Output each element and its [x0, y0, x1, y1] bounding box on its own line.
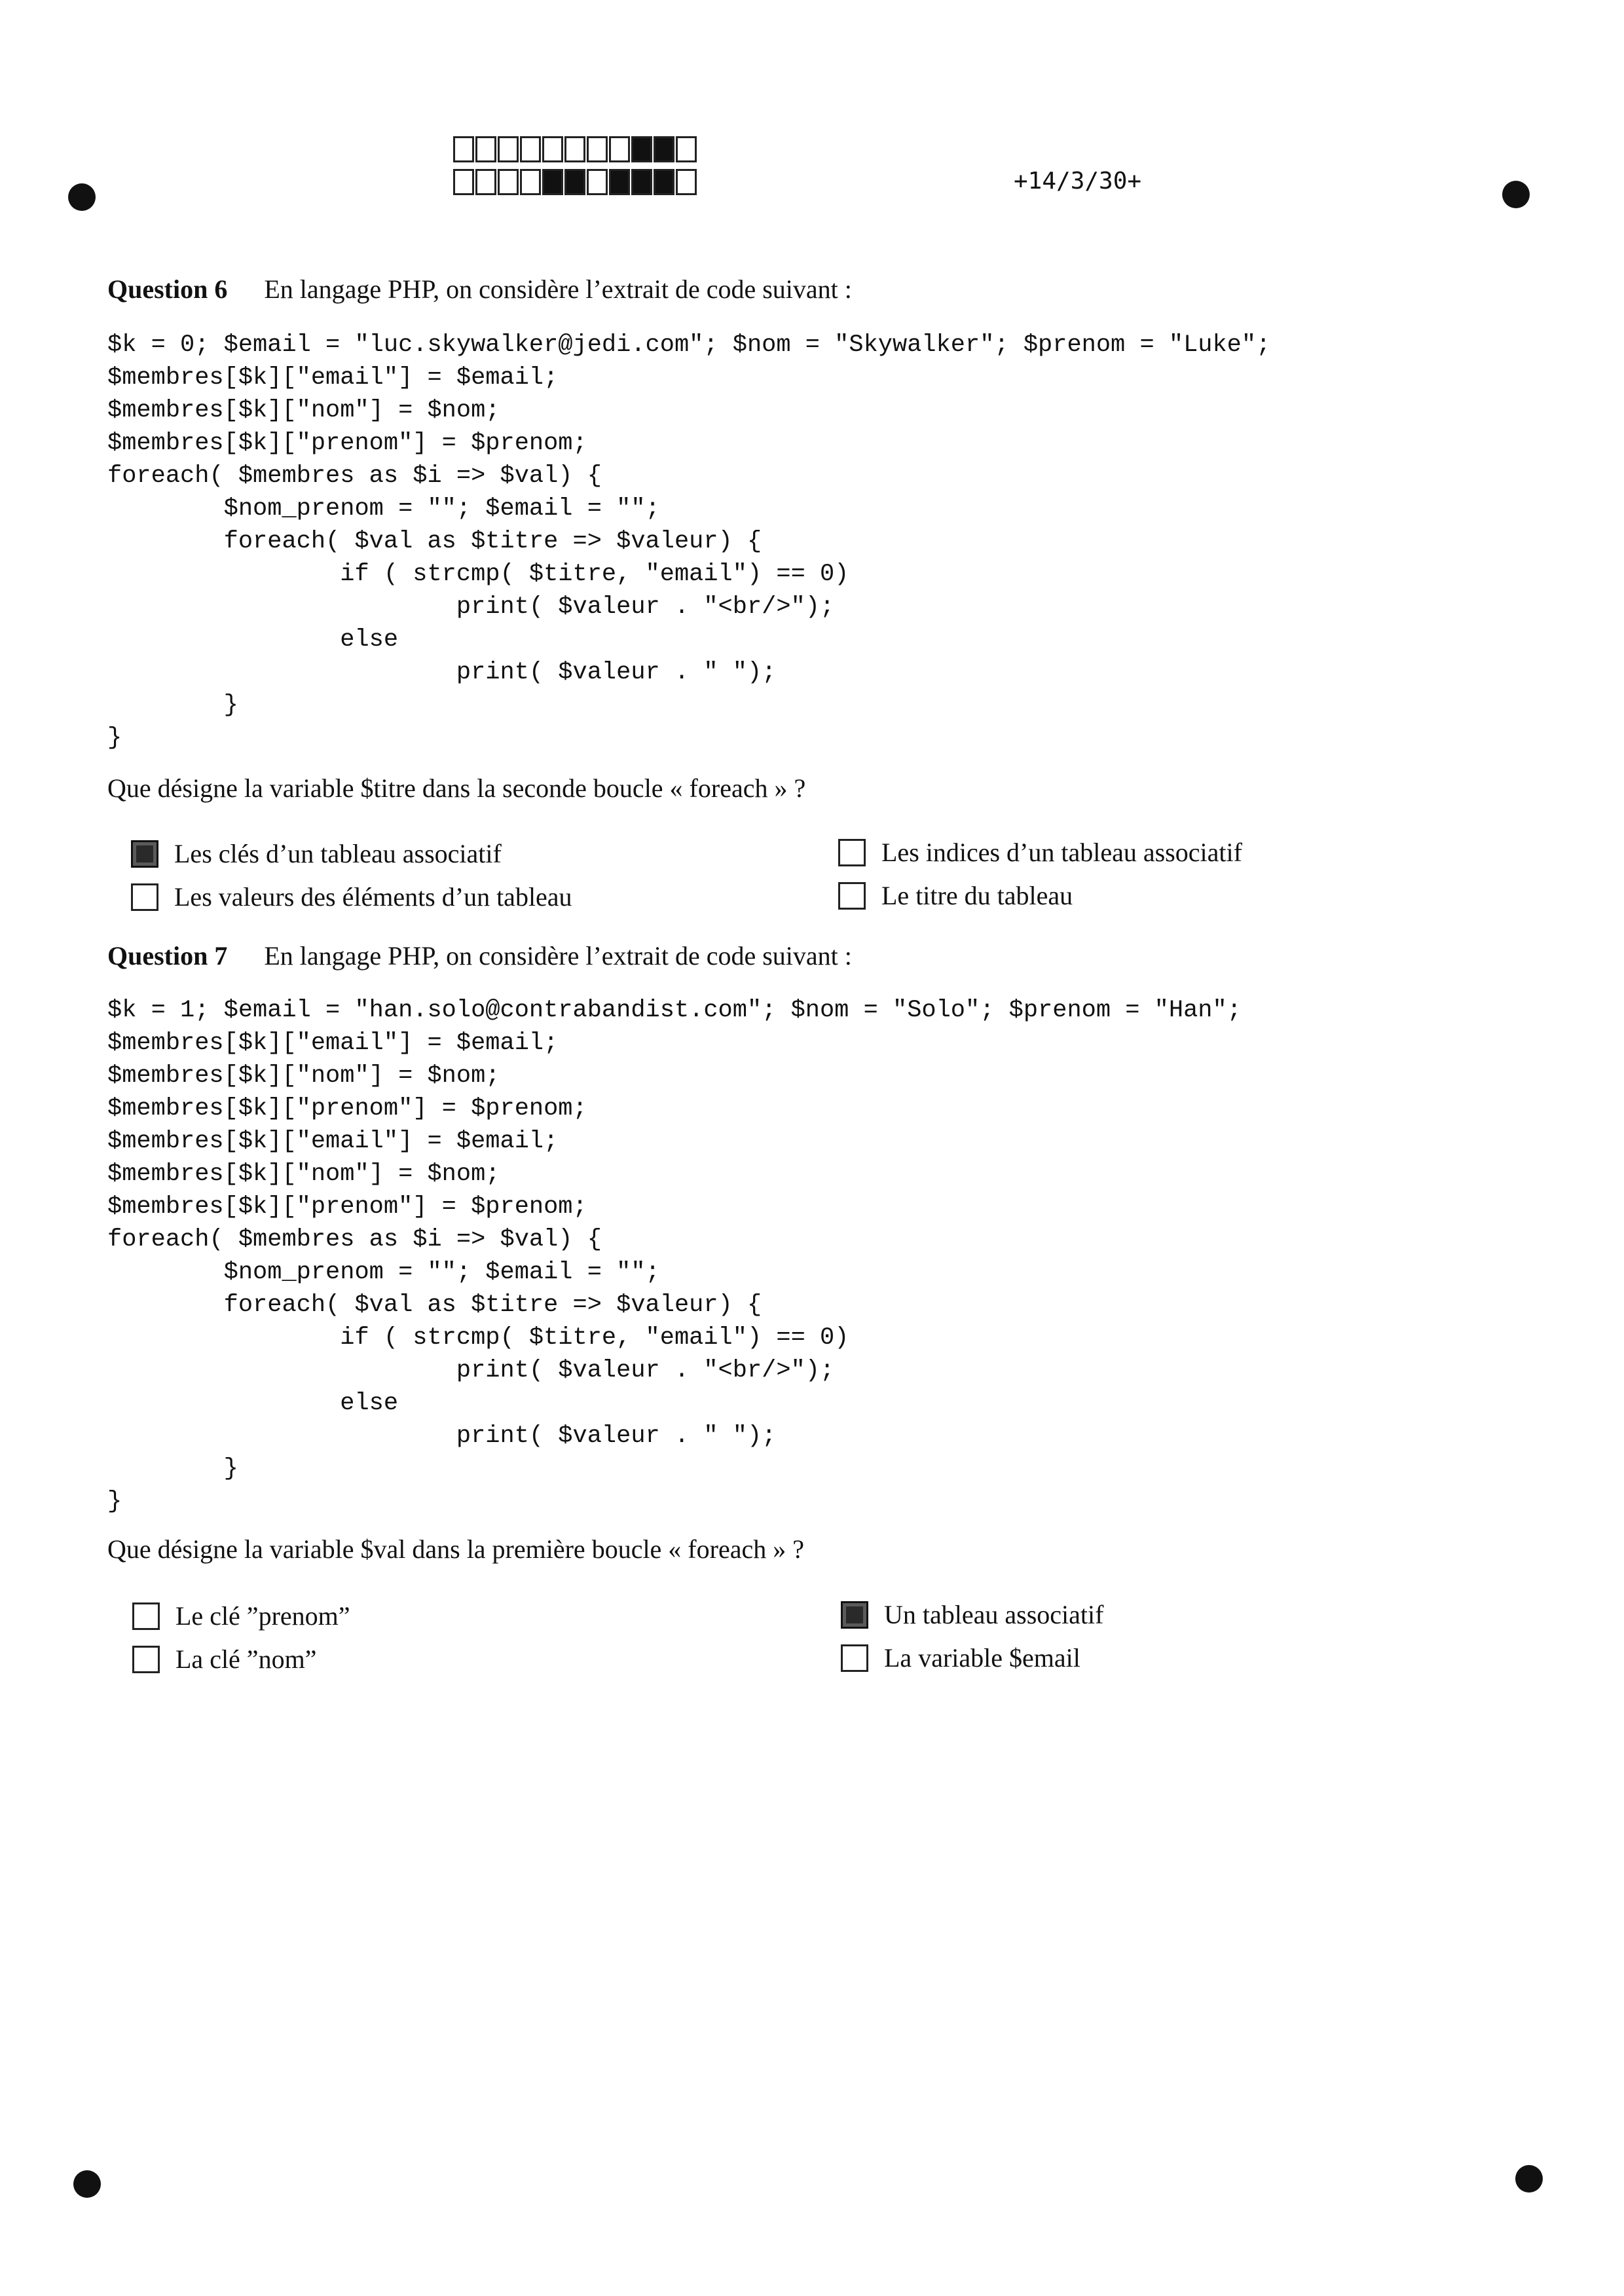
barcode-cell — [564, 169, 585, 195]
barcode-cell — [520, 136, 541, 162]
question-6-choice-1[interactable] — [131, 838, 502, 869]
answer-checkbox[interactable] — [838, 839, 866, 866]
question-label: Question 7 — [107, 941, 228, 971]
barcode-cell — [587, 136, 608, 162]
barcode-cell — [542, 169, 563, 195]
code-line: else — [107, 626, 399, 654]
question-7-prompt: Que désigne la variable $val dans la première boucle « foreach » ? — [107, 1534, 804, 1564]
code-line: print( $valeur . " "); — [107, 1422, 777, 1450]
barcode-cell — [453, 136, 474, 162]
choice-label: Les clés d’un tableau associatif — [174, 839, 502, 868]
question-7-choice-3[interactable] — [132, 1644, 316, 1675]
code-line: } — [107, 1455, 238, 1483]
answer-checkbox[interactable] — [131, 840, 158, 868]
choice-label: Un tableau associatif — [884, 1600, 1104, 1629]
barcode-cell — [587, 169, 608, 195]
question-7-heading — [107, 940, 852, 971]
code-line: $membres[$k]["email"] = $email; — [107, 1128, 559, 1155]
barcode-cell — [520, 169, 541, 195]
barcode-cell — [609, 136, 630, 162]
choice-label: Le titre du tableau — [881, 881, 1073, 910]
registration-mark-top-right — [1502, 181, 1530, 208]
code-line: $nom_prenom = ""; $email = ""; — [107, 495, 660, 523]
barcode-cell — [475, 169, 496, 195]
choice-label: Le clé ”prenom” — [175, 1601, 350, 1631]
code-line: $membres[$k]["nom"] = $nom; — [107, 1160, 500, 1188]
code-line: $membres[$k]["nom"] = $nom; — [107, 1062, 500, 1090]
answer-checkbox[interactable] — [132, 1602, 160, 1630]
question-label: Question 6 — [107, 274, 228, 304]
question-6-choice-4[interactable] — [838, 880, 1073, 911]
barcode-cell — [631, 169, 652, 195]
code-line: } — [107, 692, 238, 719]
code-line: foreach( $membres as $i => $val) { — [107, 462, 602, 490]
code-line: } — [107, 724, 122, 752]
barcode-cell — [631, 136, 652, 162]
barcode-cell — [564, 136, 585, 162]
question-6-heading — [107, 274, 852, 305]
code-line: $membres[$k]["email"] = $email; — [107, 1029, 559, 1057]
question-6-prompt: Que désigne la variable $titre dans la seconde boucle « foreach » ? — [107, 773, 806, 803]
answer-checkbox[interactable] — [838, 882, 866, 910]
code-line: foreach( $val as $titre => $valeur) { — [107, 1291, 762, 1319]
barcode-row-2 — [453, 169, 761, 195]
code-line: if ( strcmp( $titre, "email") == 0) — [107, 561, 849, 588]
question-7-choice-1[interactable] — [132, 1601, 350, 1631]
question-7-choice-2[interactable] — [841, 1599, 1103, 1630]
answer-checkbox[interactable] — [841, 1644, 868, 1672]
barcode-cell — [498, 136, 519, 162]
answer-checkbox[interactable] — [841, 1601, 868, 1629]
code-line: } — [107, 1488, 122, 1515]
code-line: $membres[$k]["prenom"] = $prenom; — [107, 1095, 587, 1122]
choice-label: La clé ”nom” — [175, 1644, 317, 1674]
answer-checkbox[interactable] — [132, 1646, 160, 1673]
question-intro: En langage PHP, on considère l’extrait de code suivant : — [264, 274, 852, 304]
code-line: print( $valeur . "<br/>"); — [107, 1357, 835, 1384]
code-line: print( $valeur . " "); — [107, 659, 777, 686]
code-line: else — [107, 1390, 399, 1417]
question-7-code — [107, 994, 1242, 1518]
code-line: foreach( $membres as $i => $val) { — [107, 1226, 602, 1253]
choice-label: Les indices d’un tableau associatif — [881, 838, 1242, 867]
code-line: foreach( $val as $titre => $valeur) { — [107, 528, 762, 555]
barcode-cell — [676, 169, 697, 195]
registration-mark-bottom-left — [73, 2170, 101, 2198]
choice-label: La variable $email — [884, 1643, 1080, 1673]
code-line: if ( strcmp( $titre, "email") == 0) — [107, 1324, 849, 1352]
question-6-choice-3[interactable] — [131, 881, 572, 912]
barcode-cell — [609, 169, 630, 195]
code-line: print( $valeur . "<br/>"); — [107, 593, 835, 621]
question-6-choice-2[interactable] — [838, 837, 1242, 868]
code-line: $nom_prenom = ""; $email = ""; — [107, 1259, 660, 1286]
code-line: $membres[$k]["prenom"] = $prenom; — [107, 430, 587, 457]
code-line: $membres[$k]["prenom"] = $prenom; — [107, 1193, 587, 1221]
answer-checkbox[interactable] — [131, 883, 158, 911]
code-line: $membres[$k]["nom"] = $nom; — [107, 397, 500, 424]
barcode-row-1 — [453, 136, 761, 162]
page-id: +14/3/30+ — [1014, 168, 1142, 194]
barcode-cell — [654, 136, 674, 162]
registration-mark-bottom-right — [1515, 2165, 1543, 2193]
choice-label: Les valeurs des éléments d’un tableau — [174, 882, 572, 912]
question-intro: En langage PHP, on considère l’extrait de code suivant : — [264, 941, 852, 971]
code-line: $membres[$k]["email"] = $email; — [107, 364, 559, 392]
barcode-cell — [654, 169, 674, 195]
question-6-code — [107, 329, 1270, 754]
code-line: $k = 1; $email = "han.solo@contrabandist.com"; $nom = "Solo"; $prenom = "Han"; — [107, 997, 1242, 1024]
question-7-choice-4[interactable] — [841, 1642, 1080, 1673]
barcode-cell — [453, 169, 474, 195]
registration-mark-top-left — [68, 183, 96, 211]
barcode-cell — [475, 136, 496, 162]
code-line: $k = 0; $email = "luc.skywalker@jedi.com"; $nom = "Skywalker"; $prenom = "Luke"; — [107, 331, 1271, 359]
barcode-cell — [542, 136, 563, 162]
barcode-cell — [498, 169, 519, 195]
barcode-cell — [676, 136, 697, 162]
